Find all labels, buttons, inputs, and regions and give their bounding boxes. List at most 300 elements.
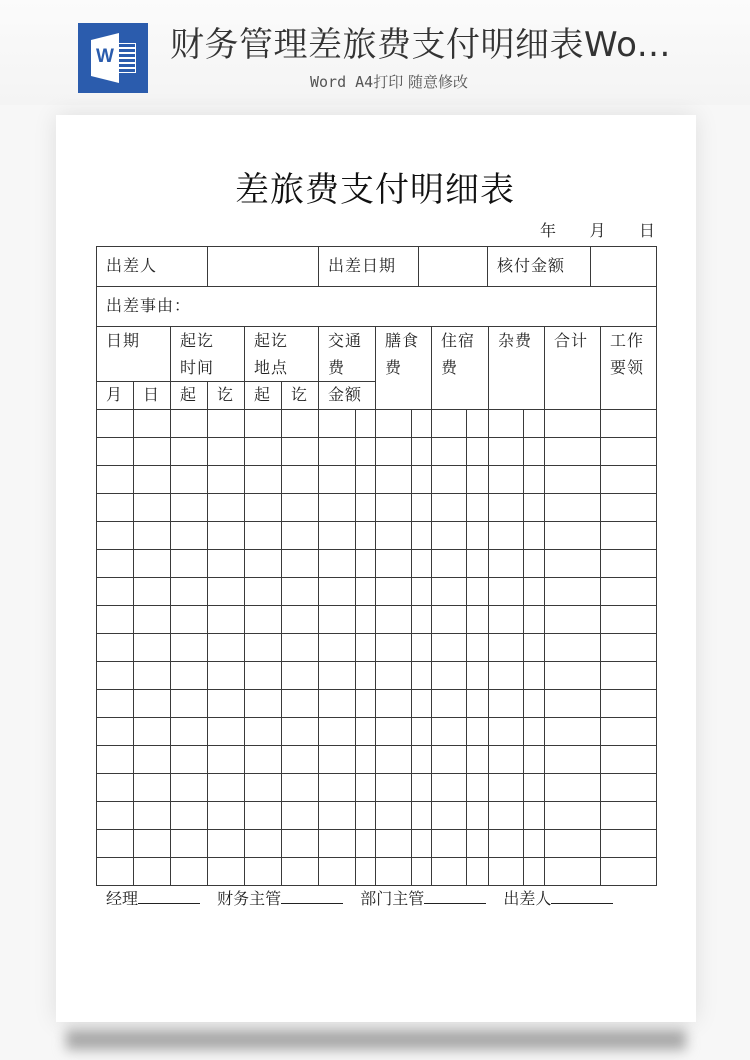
table-cell[interactable] [171, 494, 207, 521]
subtitle-description: 打印 随意修改 [373, 73, 468, 91]
table-cell[interactable] [245, 494, 281, 521]
table-cell[interactable] [545, 466, 600, 493]
table-cell[interactable] [282, 802, 318, 829]
table-cell[interactable] [545, 690, 600, 717]
table-cell[interactable] [524, 522, 544, 549]
table-cell[interactable] [171, 662, 207, 689]
table-cell[interactable] [356, 494, 375, 521]
table-cell[interactable] [432, 662, 466, 689]
table-cell[interactable] [134, 550, 170, 577]
table-cell[interactable] [134, 858, 170, 885]
table-cell[interactable] [489, 494, 523, 521]
table-cell[interactable] [432, 858, 466, 885]
table-cell[interactable] [97, 802, 133, 829]
table-cell[interactable] [432, 550, 466, 577]
table-cell[interactable] [412, 802, 431, 829]
table-cell[interactable] [97, 774, 133, 801]
table-cell[interactable] [134, 606, 170, 633]
table-cell[interactable] [208, 830, 244, 857]
table-cell[interactable] [489, 858, 523, 885]
document-title: 差旅费支付明细表 [235, 170, 515, 210]
table-cell[interactable] [467, 634, 488, 661]
table-cell[interactable] [545, 634, 600, 661]
table-cell[interactable] [467, 802, 488, 829]
table-cell[interactable] [432, 466, 466, 493]
col-total: 合计 [554, 331, 589, 350]
table-cell[interactable] [356, 774, 375, 801]
table-cell[interactable] [245, 690, 281, 717]
table-cell[interactable] [134, 578, 170, 605]
table-cell[interactable] [467, 522, 488, 549]
table-cell[interactable] [134, 466, 170, 493]
table-cell[interactable] [319, 634, 355, 661]
subcol-place-end: 讫 [290, 385, 308, 404]
table-cell[interactable] [97, 578, 133, 605]
table-cell[interactable] [356, 606, 375, 633]
traveler-label: 出差人 [106, 256, 158, 275]
table-cell[interactable] [524, 550, 544, 577]
table-cell[interactable] [282, 410, 318, 437]
table-cell[interactable] [208, 690, 244, 717]
table-cell[interactable] [208, 606, 244, 633]
table-cell[interactable] [376, 466, 411, 493]
table-cell[interactable] [282, 578, 318, 605]
table-cell[interactable] [376, 690, 411, 717]
table-cell[interactable] [245, 718, 281, 745]
table-cell[interactable] [432, 634, 466, 661]
table-cell[interactable] [208, 662, 244, 689]
table-cell[interactable] [412, 410, 431, 437]
month-label: 月 [589, 221, 606, 240]
table-cell[interactable] [134, 718, 170, 745]
table-cell[interactable] [545, 522, 600, 549]
table-cell[interactable] [356, 690, 375, 717]
header-bar [0, 0, 750, 105]
table-cell[interactable] [467, 746, 488, 773]
approved-amount-field[interactable] [590, 246, 656, 286]
table-cell[interactable] [134, 438, 170, 465]
table-cell[interactable] [601, 550, 656, 577]
col-transport-line1: 交通 [328, 331, 363, 350]
col-time-line1: 起讫 [180, 331, 215, 350]
table-cell[interactable] [134, 830, 170, 857]
table-cell[interactable] [171, 578, 207, 605]
table-cell[interactable] [601, 774, 656, 801]
table-cell[interactable] [489, 634, 523, 661]
table-cell[interactable] [412, 522, 431, 549]
table-cell[interactable] [467, 578, 488, 605]
table-cell[interactable] [319, 494, 355, 521]
table-cell[interactable] [356, 522, 375, 549]
table-cell[interactable] [282, 494, 318, 521]
table-cell[interactable] [376, 438, 411, 465]
table-cell[interactable] [432, 746, 466, 773]
table-cell[interactable] [356, 578, 375, 605]
table-cell[interactable] [245, 522, 281, 549]
subcol-time-start: 起 [179, 385, 197, 404]
table-cell[interactable] [97, 550, 133, 577]
table-cell[interactable] [356, 718, 375, 745]
table-cell[interactable] [524, 634, 544, 661]
table-cell[interactable] [282, 522, 318, 549]
table-cell[interactable] [545, 858, 600, 885]
table-cell[interactable] [376, 410, 411, 437]
table-cell[interactable] [208, 550, 244, 577]
table-cell[interactable] [245, 634, 281, 661]
table-cell[interactable] [601, 606, 656, 633]
table-cell[interactable] [319, 606, 355, 633]
table-cell[interactable] [245, 858, 281, 885]
table-cell[interactable] [245, 466, 281, 493]
table-cell[interactable] [524, 466, 544, 493]
table-cell[interactable] [171, 606, 207, 633]
reason-field[interactable] [190, 286, 656, 326]
word-icon-lines [119, 43, 136, 73]
table-cell[interactable] [208, 522, 244, 549]
table-cell[interactable] [489, 410, 523, 437]
table-cell[interactable] [432, 578, 466, 605]
traveler-signature-field[interactable] [551, 886, 613, 904]
table-cell[interactable] [467, 662, 488, 689]
table-cell[interactable] [356, 466, 375, 493]
table-cell[interactable] [545, 774, 600, 801]
table-cell[interactable] [432, 690, 466, 717]
table-cell[interactable] [208, 718, 244, 745]
traveler-field[interactable] [207, 246, 318, 286]
table-cell[interactable] [319, 830, 355, 857]
table-cell[interactable] [282, 774, 318, 801]
table-cell[interactable] [489, 746, 523, 773]
table-cell[interactable] [601, 466, 656, 493]
reason-label: 出差事由： [106, 296, 192, 315]
table-cell[interactable] [319, 690, 355, 717]
table-cell[interactable] [376, 606, 411, 633]
table-cell[interactable] [376, 578, 411, 605]
table-cell[interactable] [356, 858, 375, 885]
table-cell[interactable] [412, 438, 431, 465]
table-cell[interactable] [524, 802, 544, 829]
table-cell[interactable] [412, 662, 431, 689]
table-cell[interactable] [489, 690, 523, 717]
table-cell[interactable] [356, 802, 375, 829]
table-cell[interactable] [376, 494, 411, 521]
table-cell[interactable] [412, 494, 431, 521]
table-cell[interactable] [489, 830, 523, 857]
table-cell[interactable] [208, 746, 244, 773]
table-cell[interactable] [601, 578, 656, 605]
table-cell[interactable] [208, 802, 244, 829]
table-cell[interactable] [489, 606, 523, 633]
table-cell[interactable] [524, 606, 544, 633]
table-cell[interactable] [489, 662, 523, 689]
table-cell[interactable] [171, 466, 207, 493]
table-cell[interactable] [467, 466, 488, 493]
table-cell[interactable] [545, 410, 600, 437]
table-cell[interactable] [319, 858, 355, 885]
table-cell[interactable] [376, 662, 411, 689]
table-cell[interactable] [319, 746, 355, 773]
table-cell[interactable] [282, 718, 318, 745]
table-cell[interactable] [319, 466, 355, 493]
table-cell[interactable] [356, 410, 375, 437]
table-cell[interactable] [97, 466, 133, 493]
table-cell[interactable] [208, 466, 244, 493]
table-cell[interactable] [356, 830, 375, 857]
table-cell[interactable] [412, 466, 431, 493]
table-cell[interactable] [319, 578, 355, 605]
table-cell[interactable] [524, 438, 544, 465]
table-cell[interactable] [376, 830, 411, 857]
table-cell[interactable] [97, 830, 133, 857]
table-cell[interactable] [376, 634, 411, 661]
table-cell[interactable] [412, 578, 431, 605]
table-cell[interactable] [467, 774, 488, 801]
table-cell[interactable] [97, 438, 133, 465]
table-cell[interactable] [97, 858, 133, 885]
table-cell[interactable] [356, 438, 375, 465]
file-subtitle [310, 71, 468, 93]
table-cell[interactable] [97, 662, 133, 689]
table-cell[interactable] [601, 438, 656, 465]
table-cell[interactable] [97, 410, 133, 437]
table-cell[interactable] [245, 606, 281, 633]
table-cell[interactable] [489, 550, 523, 577]
table-cell[interactable] [524, 858, 544, 885]
table-cell[interactable] [601, 634, 656, 661]
col-place-line2: 地点 [254, 358, 289, 377]
table-cell[interactable] [376, 522, 411, 549]
table-cell[interactable] [432, 830, 466, 857]
table-cell[interactable] [412, 718, 431, 745]
col-misc: 杂费 [498, 331, 533, 350]
table-cell[interactable] [376, 718, 411, 745]
table-cell[interactable] [467, 550, 488, 577]
table-cell[interactable] [319, 522, 355, 549]
table-cell[interactable] [97, 746, 133, 773]
table-cell[interactable] [489, 578, 523, 605]
table-cell[interactable] [489, 718, 523, 745]
table-cell[interactable] [282, 858, 318, 885]
table-cell[interactable] [601, 802, 656, 829]
table-cell[interactable] [245, 830, 281, 857]
table-cell[interactable] [412, 774, 431, 801]
table-cell[interactable] [356, 746, 375, 773]
table-cell[interactable] [319, 438, 355, 465]
table-cell[interactable] [245, 662, 281, 689]
table-cell[interactable] [601, 662, 656, 689]
table-cell[interactable] [524, 690, 544, 717]
table-cell[interactable] [97, 634, 133, 661]
table-cell[interactable] [601, 522, 656, 549]
table-cell[interactable] [282, 634, 318, 661]
table-cell[interactable] [601, 690, 656, 717]
table-cell[interactable] [208, 410, 244, 437]
table-cell[interactable] [319, 802, 355, 829]
table-cell[interactable] [282, 606, 318, 633]
table-cell[interactable] [489, 466, 523, 493]
table-cell[interactable] [356, 550, 375, 577]
table-cell[interactable] [134, 662, 170, 689]
table-cell[interactable] [245, 802, 281, 829]
table-cell[interactable] [134, 774, 170, 801]
table-cell[interactable] [171, 522, 207, 549]
table-cell[interactable] [356, 634, 375, 661]
table-cell[interactable] [432, 606, 466, 633]
table-cell[interactable] [432, 410, 466, 437]
table-cell[interactable] [467, 438, 488, 465]
table-cell[interactable] [467, 718, 488, 745]
table-cell[interactable] [467, 858, 488, 885]
table-cell[interactable] [134, 746, 170, 773]
table-cell[interactable] [601, 746, 656, 773]
table-cell[interactable] [545, 746, 600, 773]
table-cell[interactable] [282, 662, 318, 689]
table-cell[interactable] [208, 858, 244, 885]
table-cell[interactable] [432, 438, 466, 465]
table-cell[interactable] [412, 858, 431, 885]
table-cell[interactable] [432, 802, 466, 829]
table-cell[interactable] [245, 438, 281, 465]
table-cell[interactable] [208, 578, 244, 605]
table-cell[interactable] [467, 606, 488, 633]
table-cell[interactable] [489, 438, 523, 465]
table-cell[interactable] [171, 718, 207, 745]
table-cell[interactable] [545, 718, 600, 745]
table-cell[interactable] [97, 718, 133, 745]
table-cell[interactable] [245, 746, 281, 773]
table-cell[interactable] [467, 494, 488, 521]
table-cell[interactable] [376, 550, 411, 577]
table-cell[interactable] [171, 410, 207, 437]
table-cell[interactable] [545, 438, 600, 465]
table-cell[interactable] [208, 774, 244, 801]
table-cell[interactable] [208, 634, 244, 661]
table-cell[interactable] [412, 830, 431, 857]
table-cell[interactable] [97, 494, 133, 521]
table-cell[interactable] [245, 578, 281, 605]
table-cell[interactable] [524, 718, 544, 745]
word-icon-letter: W [96, 46, 114, 67]
table-cell[interactable] [524, 830, 544, 857]
table-cell[interactable] [245, 774, 281, 801]
table-cell[interactable] [489, 802, 523, 829]
table-cell[interactable] [319, 774, 355, 801]
table-cell[interactable] [171, 774, 207, 801]
table-cell[interactable] [524, 746, 544, 773]
table-cell[interactable] [282, 438, 318, 465]
table-cell[interactable] [97, 522, 133, 549]
table-cell[interactable] [134, 494, 170, 521]
table-cell[interactable] [601, 858, 656, 885]
table-cell[interactable] [245, 410, 281, 437]
table-cell[interactable] [601, 718, 656, 745]
table-cell[interactable] [376, 802, 411, 829]
table-cell[interactable] [412, 746, 431, 773]
table-cell[interactable] [171, 746, 207, 773]
table-cell[interactable] [282, 690, 318, 717]
table-cell[interactable] [524, 578, 544, 605]
table-cell[interactable] [412, 606, 431, 633]
table-cell[interactable] [524, 662, 544, 689]
table-cell[interactable] [412, 634, 431, 661]
word-document-icon [78, 23, 148, 93]
table-cell[interactable] [319, 718, 355, 745]
table-cell[interactable] [282, 746, 318, 773]
table-cell[interactable] [97, 690, 133, 717]
table-cell[interactable] [545, 550, 600, 577]
table-cell[interactable] [545, 662, 600, 689]
table-cell[interactable] [545, 802, 600, 829]
table-cell[interactable] [134, 522, 170, 549]
table-cell[interactable] [545, 494, 600, 521]
table-cell[interactable] [208, 494, 244, 521]
table-cell[interactable] [282, 466, 318, 493]
table-cell[interactable] [545, 830, 600, 857]
table-cell[interactable] [134, 802, 170, 829]
table-cell[interactable] [412, 690, 431, 717]
table-cell[interactable] [319, 410, 355, 437]
table-cell[interactable] [171, 830, 207, 857]
table-cell[interactable] [97, 606, 133, 633]
finance-supervisor-signature-field[interactable] [281, 886, 343, 904]
table-cell[interactable] [376, 774, 411, 801]
table-cell[interactable] [432, 774, 466, 801]
table-cell[interactable] [376, 858, 411, 885]
table-cell[interactable] [171, 550, 207, 577]
table-cell[interactable] [601, 410, 656, 437]
travel-date-field[interactable] [418, 246, 487, 286]
col-date: 日期 [106, 331, 141, 350]
table-cell[interactable] [601, 494, 656, 521]
table-cell[interactable] [134, 690, 170, 717]
table-cell[interactable] [171, 690, 207, 717]
table-cell[interactable] [467, 690, 488, 717]
table-cell[interactable] [171, 858, 207, 885]
table-cell[interactable] [376, 746, 411, 773]
table-cell[interactable] [171, 634, 207, 661]
table-cell[interactable] [489, 522, 523, 549]
dept-supervisor-signature-field[interactable] [424, 886, 486, 904]
table-cell[interactable] [432, 718, 466, 745]
table-cell[interactable] [171, 802, 207, 829]
table-cell[interactable] [319, 662, 355, 689]
table-cell[interactable] [524, 494, 544, 521]
table-cell[interactable] [524, 410, 544, 437]
table-cell[interactable] [282, 830, 318, 857]
table-cell[interactable] [134, 634, 170, 661]
table-cell[interactable] [545, 578, 600, 605]
table-cell[interactable] [412, 550, 431, 577]
table-cell[interactable] [208, 438, 244, 465]
table-cell[interactable] [319, 550, 355, 577]
table-cell[interactable] [432, 494, 466, 521]
table-cell[interactable] [467, 830, 488, 857]
table-cell[interactable] [134, 410, 170, 437]
table-cell[interactable] [282, 550, 318, 577]
table-cell[interactable] [524, 774, 544, 801]
table-cell[interactable] [545, 606, 600, 633]
manager-signature-field[interactable] [138, 886, 200, 904]
table-cell[interactable] [601, 830, 656, 857]
table-cell[interactable] [356, 662, 375, 689]
paper-shadow [66, 1030, 686, 1050]
table-cell[interactable] [432, 522, 466, 549]
table-cell[interactable] [245, 550, 281, 577]
table-cell[interactable] [171, 438, 207, 465]
col-meal-line1: 膳食 [385, 331, 420, 350]
table-cell[interactable] [467, 410, 488, 437]
table-cell[interactable] [489, 774, 523, 801]
